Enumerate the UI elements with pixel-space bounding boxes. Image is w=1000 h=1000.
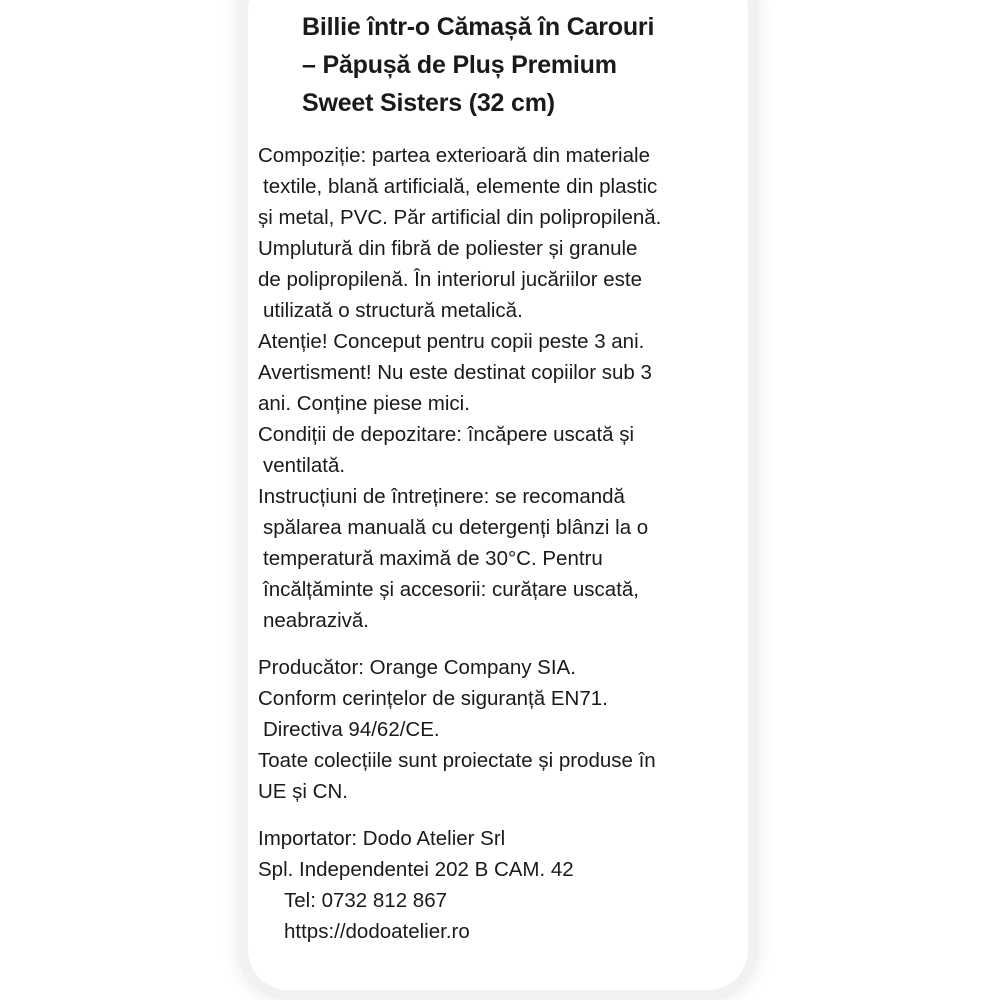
manufacturer-line: Directiva 94/62/CE. [263,718,440,741]
manufacturer-line: Producător: Orange Company SIA. [258,656,576,679]
composition-section [258,140,748,636]
product-title [302,8,722,122]
composition-line: Umplutură din fibră de poliester și granule [258,237,638,260]
manufacturer-line: UE și CN. [258,780,348,803]
manufacturer-line: Conform cerințelor de siguranță EN71. [258,687,608,710]
composition-line: Compoziție: partea exterioară din materiale [258,144,650,167]
composition-line: utilizată o structură metalică. [263,299,523,322]
manufacturer-section [258,652,748,807]
care-line: neabrazivă. [263,609,369,632]
label-body [258,140,748,947]
care-line: încălțăminte și accesorii: curățare uscată, [263,578,639,601]
product-title-line: – Păpușă de Pluș Premium [302,51,617,79]
importer-website: https://dodoatelier.ro [284,920,470,943]
composition-line: textile, blană artificială, elemente din plastic [263,175,658,198]
care-line: Instrucțiuni de întreținere: se recomandă [258,485,625,508]
warning-line: Atenție! Conceput pentru copii peste 3 ani. [258,330,645,353]
manufacturer-line: Toate colecțiile sunt proiectate și produse în [258,749,656,772]
product-label-card [248,0,748,990]
warning-line: Avertisment! Nu este destinat copiilor sub 3 [258,361,652,384]
storage-line: ventilată. [263,454,346,477]
section-spacer [258,636,748,652]
section-spacer [258,807,748,823]
importer-phone: Tel: 0732 812 867 [284,889,447,912]
care-line: spălarea manuală cu detergenți blânzi la o [263,516,649,539]
storage-line: Condiții de depozitare: încăpere uscată și [258,423,635,446]
composition-line: și metal, PVC. Păr artificial din polipropilenă. [258,206,662,229]
composition-line: de polipropilenă. În interiorul jucăriilor este [258,268,643,291]
warning-line: ani. Conține piese mici. [258,392,470,415]
care-line: temperatură maximă de 30°C. Pentru [263,547,603,570]
importer-section [258,823,748,947]
importer-name: Importator: Dodo Atelier Srl [258,827,506,850]
product-title-line: Sweet Sisters (32 cm) [302,89,555,117]
product-title-line: Billie într-o Cămașă în Carouri [302,13,655,41]
importer-address: Spl. Independentei 202 B CAM. 42 [258,858,574,881]
